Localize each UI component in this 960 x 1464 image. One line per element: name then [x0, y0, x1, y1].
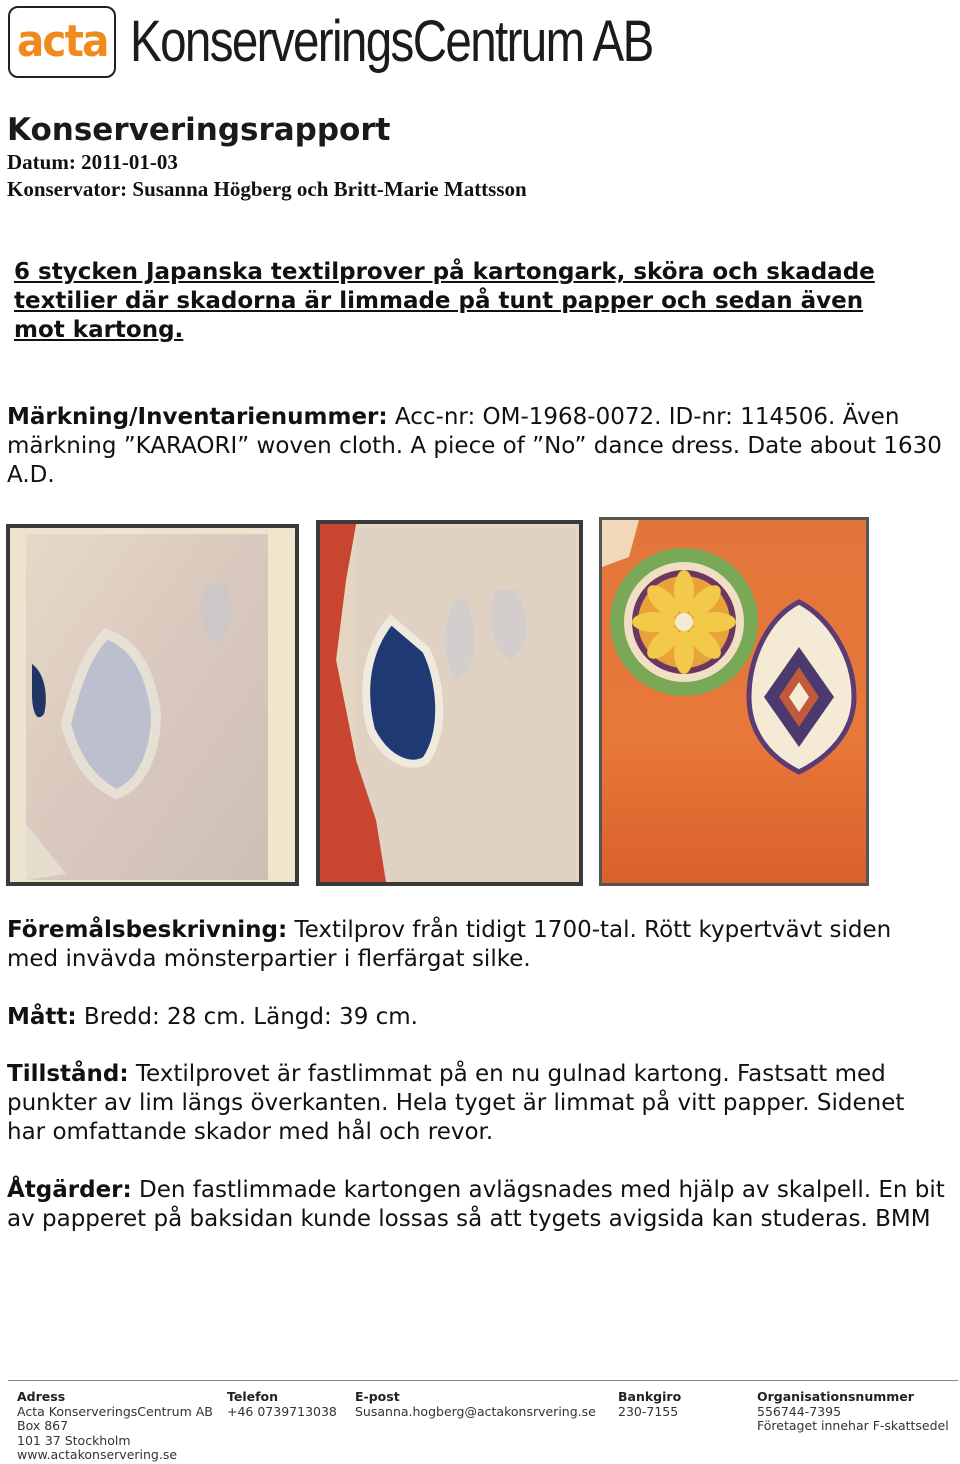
measurements-paragraph: [7, 1003, 947, 1032]
textile-photo-1: [6, 524, 299, 886]
footer-phone-heading: Telefon: [227, 1389, 279, 1404]
footer-email-link[interactable]: Susanna.hogberg@actakonsrvering.se: [355, 1403, 596, 1419]
footer-address-line: 101 37 Stockholm: [17, 1432, 131, 1448]
textile-photo-3: [599, 517, 869, 886]
footer-org-heading: Organisationsnummer: [757, 1389, 914, 1404]
footer-bank: [618, 1390, 681, 1419]
actions-text: Den fastlimmade kartongen avlägsnades med hjälp av skalpell. En bit av papperet på baksidan kunde lossas så att tygets avigsida kan studeras. BMM: [7, 1177, 945, 1232]
actions-label: Åtgärder:: [7, 1177, 132, 1203]
footer-address-line: Box 867: [17, 1418, 69, 1433]
actions-paragraph: [7, 1176, 947, 1234]
report-title: Konserveringsrapport: [7, 112, 391, 148]
footer-org-number: 556744-7395: [757, 1403, 842, 1419]
report-conservator: Konservator: Susanna Högberg och Britt-Marie Mattsson: [7, 177, 527, 201]
description-label: Föremålsbeskrivning:: [7, 917, 288, 943]
marking-text: Acc-nr: OM-1968-0072. ID-nr: 114506. Även märkning ”KARAORI” woven cloth. A piece of ”No” dance dress. Date about 1630 A.D.: [7, 404, 942, 488]
footer-bank-number: 230-7155: [618, 1403, 679, 1419]
company-name: KonserveringsCentrum AB: [130, 9, 653, 74]
report-date: Datum: 2011-01-03: [7, 150, 178, 174]
footer-email-heading: E-post: [355, 1389, 400, 1404]
description-text: Textilprov från tidigt 1700-tal. Rött kypertvävt siden med invävda mönsterpartier i flerfärgat silke.: [7, 917, 892, 972]
footer-bank-heading: Bankgiro: [618, 1389, 682, 1404]
footer-divider: [8, 1380, 958, 1381]
footer-email: [355, 1390, 596, 1419]
marking-label: Märkning/Inventarienummer:: [7, 404, 388, 430]
marking-paragraph: [7, 403, 947, 490]
footer-address-line: Acta KonserveringsCentrum AB: [17, 1403, 213, 1419]
condition-label: Tillstånd:: [7, 1061, 129, 1087]
measurements-label: Mått:: [7, 1004, 77, 1030]
footer-address-heading: Adress: [17, 1389, 66, 1404]
report-subject: 6 stycken Japanska textilprover på kartongark, sköra och skadade textilier där skadorna är limmade på tunt papper och sedan även mot kartong.: [14, 259, 875, 343]
footer-org: [757, 1390, 949, 1434]
footer-website-link[interactable]: www.actakonservering.se: [17, 1447, 178, 1462]
condition-text: Textilprovet är fastlimmat på en nu gulnad kartong. Fastsatt med punkter av lim längs överkanten. Hela tyget är limmat på vitt papper. Sidenet har omfattande skador med hål och revor.: [7, 1061, 905, 1145]
textile-photo-2: [316, 520, 583, 886]
condition-paragraph: [7, 1060, 947, 1147]
measurements-text: Bredd: 28 cm. Längd: 39 cm.: [76, 1004, 418, 1030]
footer-tax-note: Företaget innehar F-skattsedel: [757, 1418, 949, 1433]
footer-phone: [227, 1390, 337, 1419]
footer-phone-number: +46 0739713038: [227, 1403, 337, 1419]
logo-text: acta: [16, 16, 108, 67]
description-paragraph: [7, 916, 947, 974]
company-logo: [8, 6, 116, 78]
footer-address: [17, 1390, 213, 1463]
